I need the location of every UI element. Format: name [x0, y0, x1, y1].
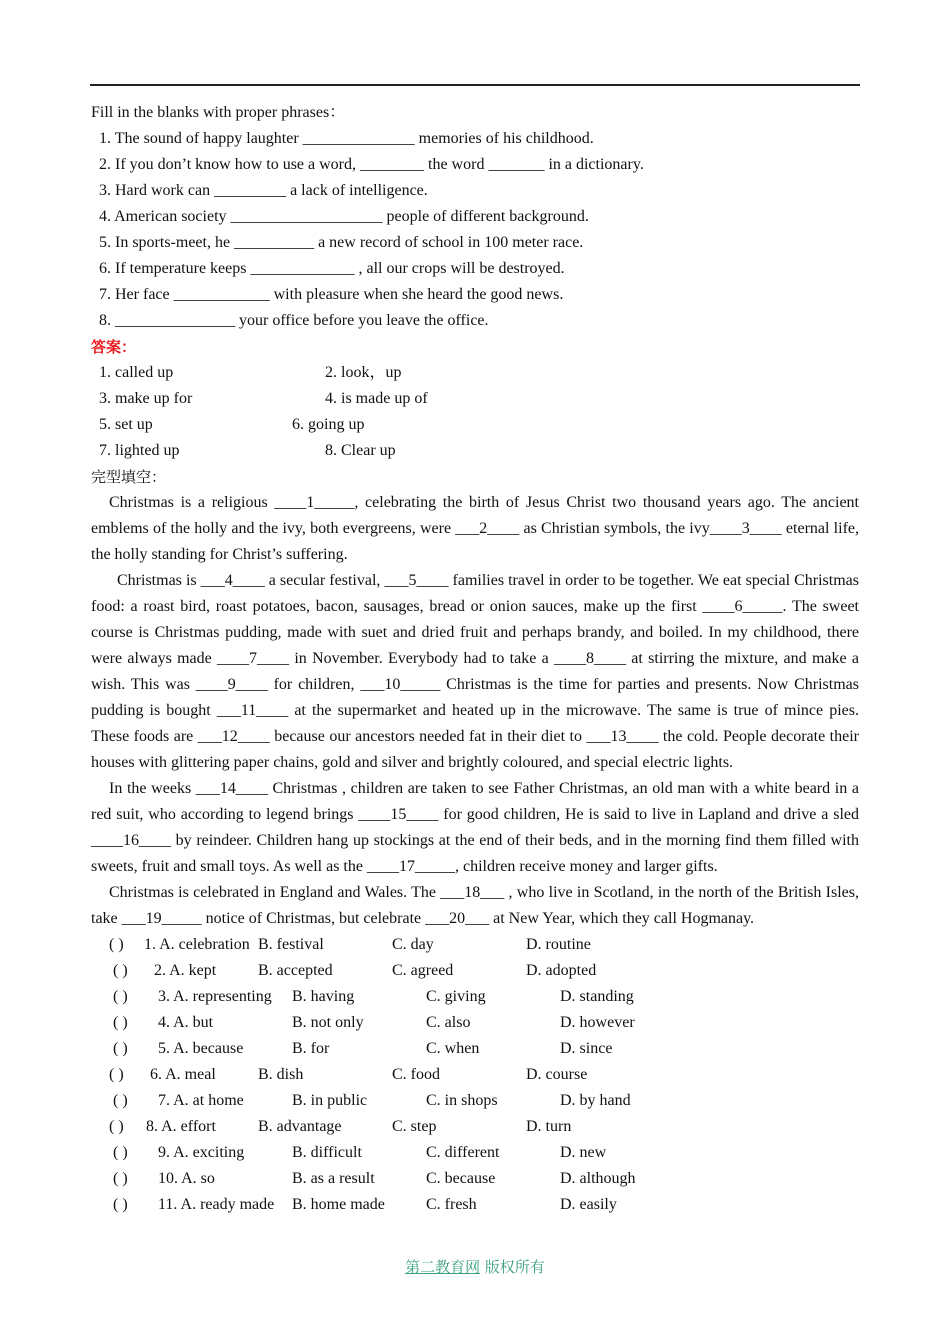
cloze-paragraph-2: Christmas is ___4____ a secular festival, ___5____ families travel in order to be together. We eat special Christmas food: a roast bird, roast potatoes, bacon, sausages, bread or onion sauces, make up the first ____6_____. The sweet course is Christmas pudding, made with suet and dried fruit and perhaps brandy, and boiled. In my childhood, there were always made ____7____ in November. Everybody had to take a ____8____ at stirring the mixture, and make a wish. This was ____9____ for children, ___10_____ Christmas is the time for parties and presents. Now Christmas pudding is bought ___11____ at the supermarket and heated up in the microwave. The same is true of mince pies. These foods are ___12____ because our ancestors needed fat in their diet to ___13____ the cold. People decorate their houses with glittering paper chains, gold and silver and brightly coloured, and special electric lights.	[91, 572, 859, 771]
question-row-4	[91, 1010, 859, 1036]
cloze-paragraph-4: Christmas is celebrated in England and Wales. The ___18___ , who live in Scotland, in the north of the British Isles, take ___19_____ notice of Christmas, but celebrate ___20___ at New Year, which they call Hogmanay.	[91, 884, 859, 927]
fill-item-5: 5. In sports-meet, he __________ a new record of school in 100 meter race.	[99, 234, 584, 251]
answer-bracket[interactable]: ( )	[113, 1014, 128, 1031]
option-a: 5. A. because	[158, 1040, 244, 1057]
answer-bracket[interactable]: ( )	[109, 936, 124, 953]
option-d: D. since	[560, 1040, 613, 1057]
question-row-8	[91, 1114, 859, 1140]
answer-row	[91, 412, 859, 438]
answer-7: 7. lighted up	[99, 442, 180, 459]
option-d: D. standing	[560, 988, 634, 1005]
answer-bracket[interactable]: ( )	[113, 1170, 128, 1187]
answer-1: 1. called up	[99, 364, 174, 381]
question-row-7	[91, 1088, 859, 1114]
section1-heading: Fill in the blanks with proper phrases：	[91, 104, 346, 121]
option-d: D. new	[560, 1144, 607, 1161]
fill-item-3: 3. Hard work can _________ a lack of intelligence.	[99, 182, 428, 199]
answer-5: 5. set up	[99, 416, 153, 433]
fill-item-2: 2. If you don’t know how to use a word, ________ the word _______ in a dictionary.	[99, 156, 644, 173]
answer-8: 8. Clear up	[325, 442, 396, 459]
option-b: B. festival	[258, 936, 324, 953]
answer-row	[91, 386, 859, 412]
option-b: B. difficult	[292, 1144, 362, 1161]
option-a: 6. A. meal	[150, 1066, 216, 1083]
answers-label: 答案：	[91, 338, 137, 356]
footer	[0, 1256, 950, 1277]
option-c: C. fresh	[426, 1196, 477, 1213]
option-a: 8. A. effort	[146, 1118, 216, 1135]
option-d: D. turn	[526, 1118, 572, 1135]
answer-6: 6. going up	[292, 416, 365, 433]
option-c: C. in shops	[426, 1092, 498, 1109]
question-row-9	[91, 1140, 859, 1166]
option-c: C. food	[392, 1066, 440, 1083]
option-c: C. different	[426, 1144, 500, 1161]
answer-bracket[interactable]: ( )	[113, 1092, 128, 1109]
option-a: 3. A. representing	[158, 988, 272, 1005]
answer-row	[91, 438, 859, 464]
fill-item-6: 6. If temperature keeps _____________ , all our crops will be destroyed.	[99, 260, 565, 277]
option-c: C. because	[426, 1170, 496, 1187]
option-d: D. however	[560, 1014, 635, 1031]
answer-bracket[interactable]: ( )	[113, 988, 128, 1005]
answer-3: 3. make up for	[99, 390, 193, 407]
footer-site-link[interactable]: 第二教育网	[405, 1258, 481, 1276]
option-c: C. also	[426, 1014, 471, 1031]
option-b: B. dish	[258, 1066, 304, 1083]
option-b: B. for	[292, 1040, 330, 1057]
question-row-3	[91, 984, 859, 1010]
option-d: D. although	[560, 1170, 636, 1187]
option-d: D. adopted	[526, 962, 597, 979]
answer-bracket[interactable]: ( )	[109, 1118, 124, 1135]
question-row-6	[91, 1062, 859, 1088]
footer-copyright: 版权所有	[480, 1258, 545, 1276]
option-a: 7. A. at home	[158, 1092, 244, 1109]
option-b: B. as a result	[292, 1170, 375, 1187]
option-d: D. course	[526, 1066, 588, 1083]
option-c: C. giving	[426, 988, 486, 1005]
question-row-5	[91, 1036, 859, 1062]
option-a: 10. A. so	[158, 1170, 215, 1187]
answer-bracket[interactable]: ( )	[109, 1066, 124, 1083]
option-a: 9. A. exciting	[158, 1144, 245, 1161]
option-d: D. routine	[526, 936, 591, 953]
answer-4: 4. is made up of	[325, 390, 428, 407]
header-rule	[90, 84, 860, 86]
fill-item-7: 7. Her face ____________ with pleasure when she heard the good news.	[99, 286, 564, 303]
option-c: C. day	[392, 936, 434, 953]
document-body	[91, 100, 859, 1218]
fill-item-8: 8. _______________ your office before you leave the office.	[99, 312, 489, 329]
question-row-1	[91, 932, 859, 958]
option-b: B. not only	[292, 1014, 364, 1031]
fill-item-1: 1. The sound of happy laughter ______________ memories of his childhood.	[99, 130, 594, 147]
option-b: B. having	[292, 988, 355, 1005]
answer-bracket[interactable]: ( )	[113, 962, 128, 979]
option-c: C. when	[426, 1040, 480, 1057]
option-c: C. agreed	[392, 962, 454, 979]
cloze-paragraph-1: Christmas is a religious ____1_____, celebrating the birth of Jesus Christ two thousand years ago. The ancient emblems of the holly and the ivy, both evergreens, were ___2____ as Christian symbols, the ivy____3____ eternal life, the holly standing for Christ’s suffering.	[91, 494, 859, 563]
option-b: B. home made	[292, 1196, 385, 1213]
option-a: 2. A. kept	[154, 962, 217, 979]
option-a: 11. A. ready made	[158, 1196, 275, 1213]
fill-item-4: 4. American society ___________________ people of different background.	[99, 208, 589, 225]
option-a: 4. A. but	[158, 1014, 214, 1031]
answer-row	[91, 360, 859, 386]
option-b: B. in public	[292, 1092, 368, 1109]
question-row-2	[91, 958, 859, 984]
option-d: D. by hand	[560, 1092, 631, 1109]
option-d: D. easily	[560, 1196, 617, 1213]
option-b: B. accepted	[258, 962, 333, 979]
cloze-paragraph-3: In the weeks ___14____ Christmas , children are taken to see Father Christmas, an old man with a white beard in a red suit, who according to legend brings ____15____ for good children, He is said to live in Lapland and drive a sled ____16____ by reindeer. Children hang up stockings at the end of their beds, and in the morning find them filled with sweets, fruit and small toys. As well as the ____17_____, children receive money and larger gifts.	[91, 780, 859, 875]
cloze-heading: 完型填空：	[91, 468, 167, 486]
answer-bracket[interactable]: ( )	[113, 1040, 128, 1057]
option-c: C. step	[392, 1118, 437, 1135]
answer-2: 2. look，up	[325, 364, 402, 381]
answer-bracket[interactable]: ( )	[113, 1196, 128, 1213]
option-b: B. advantage	[258, 1118, 342, 1135]
option-a: 1. A. celebration	[144, 936, 250, 953]
answer-bracket[interactable]: ( )	[113, 1144, 128, 1161]
question-row-11	[91, 1192, 859, 1218]
question-row-10	[91, 1166, 859, 1192]
